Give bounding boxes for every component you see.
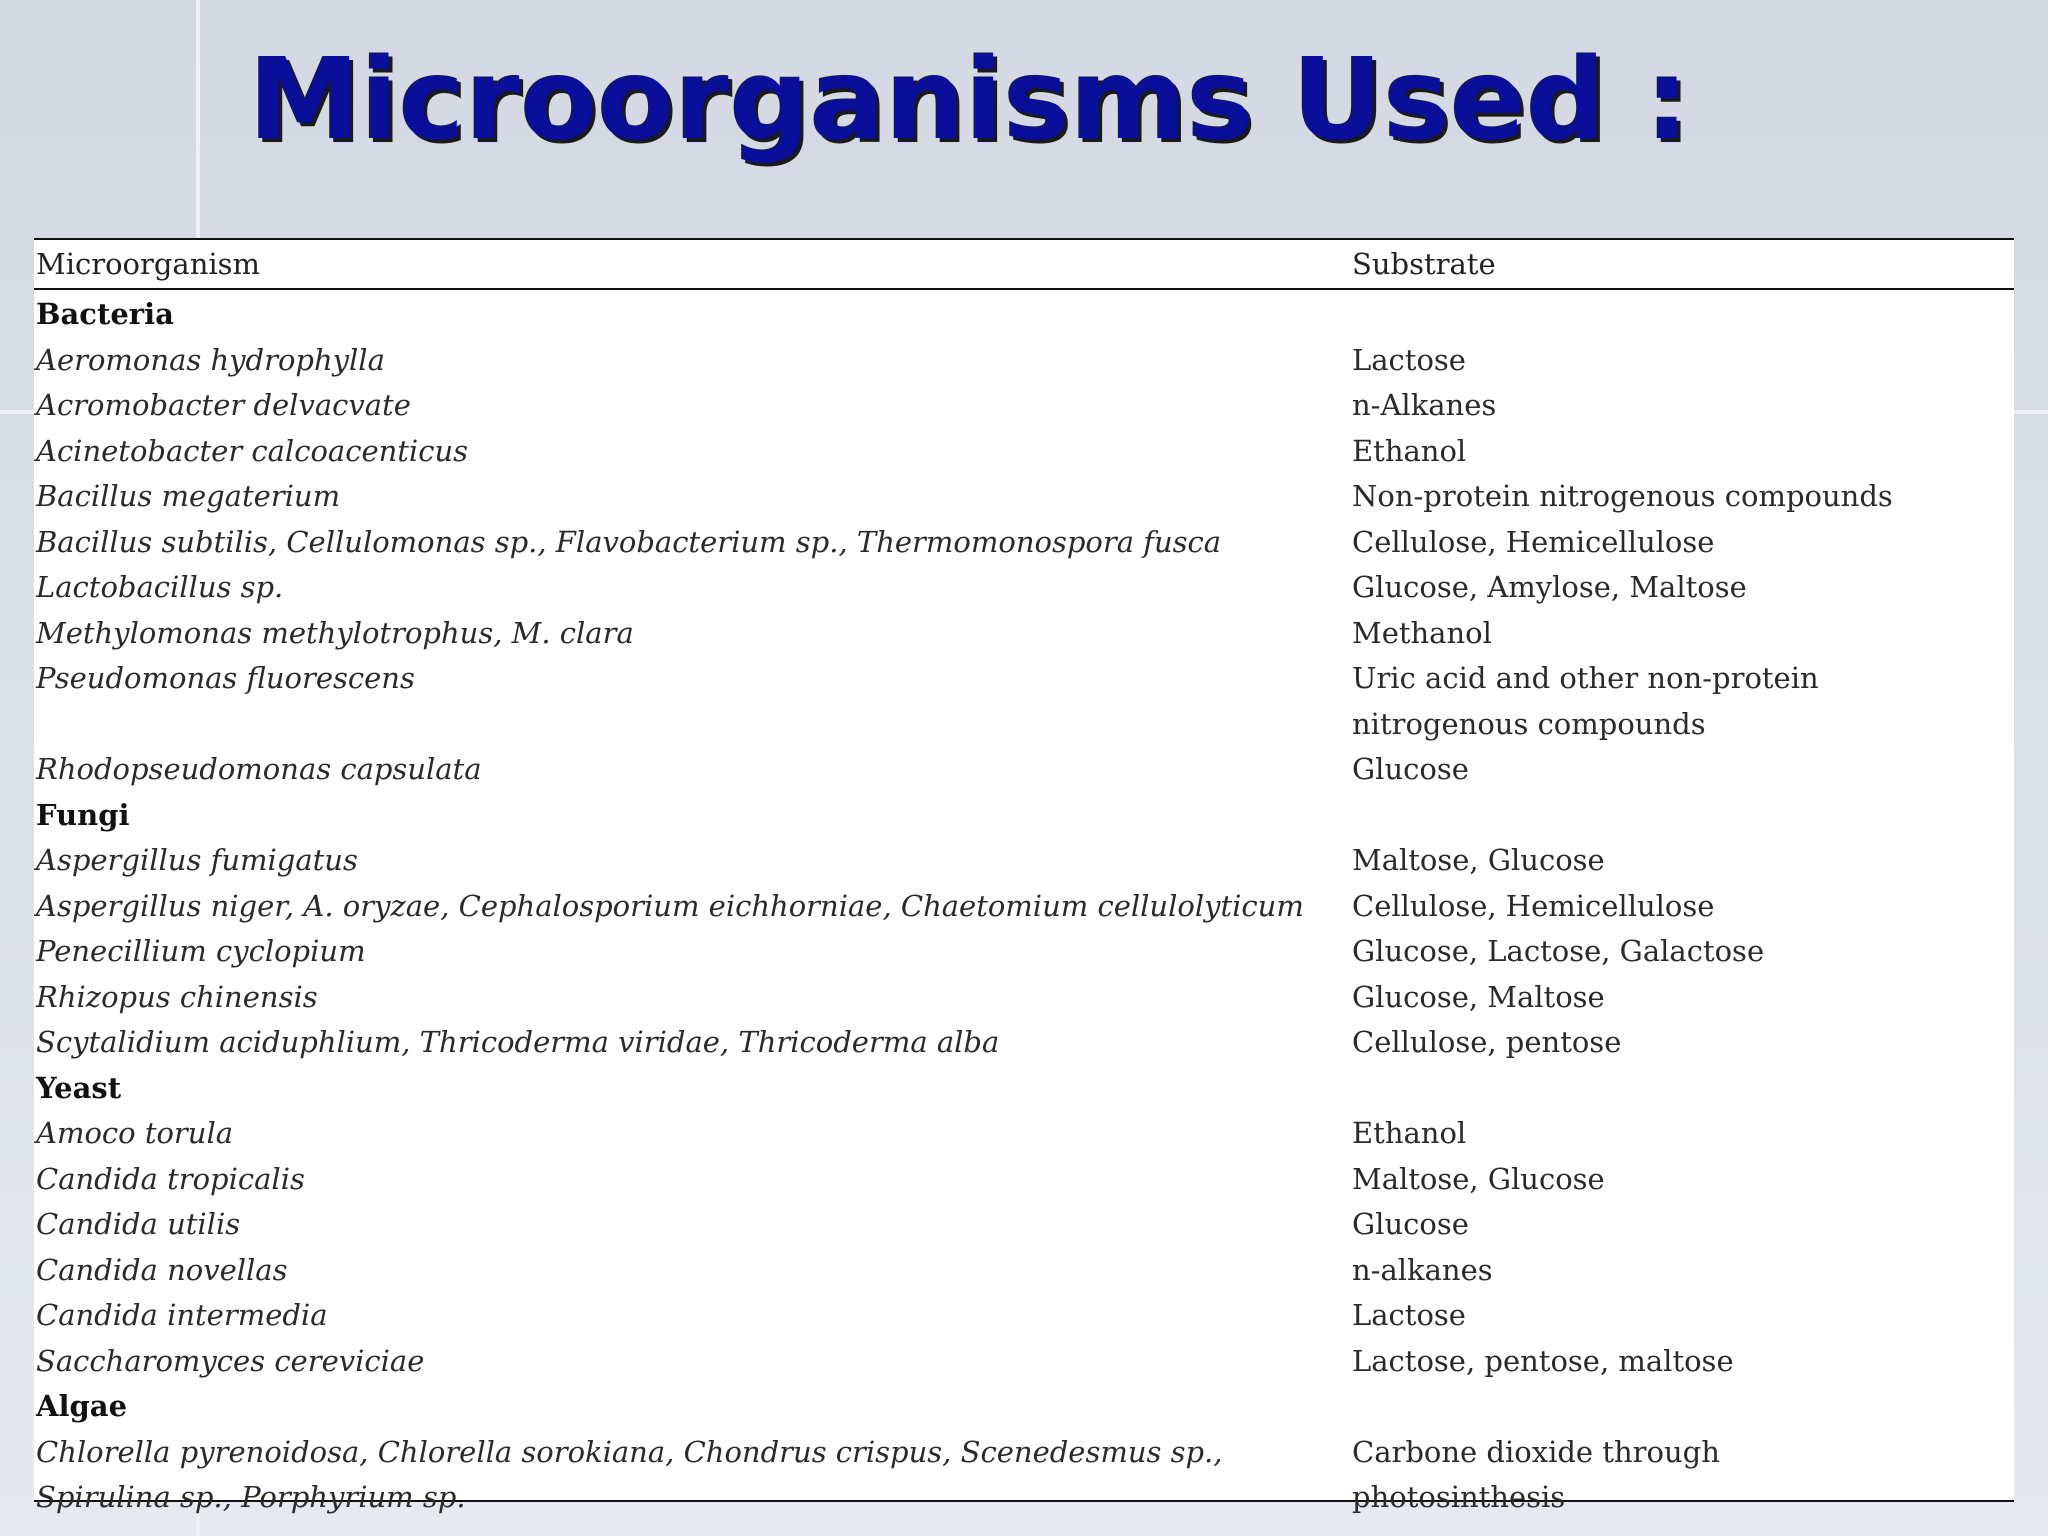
header-microorganism: Microorganism — [36, 247, 261, 281]
table-group-row — [34, 292, 2014, 338]
slide-title: Microorganisms Used : — [248, 35, 1690, 165]
microorganism-cell: Pseudomonas fluorescens — [36, 661, 415, 695]
substrate-line: Ethanol — [1352, 433, 1467, 468]
microorganism-cell: Saccharomyces cereviciae — [36, 1343, 425, 1378]
table-row — [34, 1339, 2014, 1385]
microorganism-cell: Lactobacillus sp. — [36, 570, 284, 604]
substrate-cell — [1352, 1157, 2014, 1203]
substrate-line: nitrogenous compounds — [1352, 706, 1706, 741]
table-row — [34, 1111, 2014, 1157]
substrate-cell — [1352, 1202, 2014, 1248]
table-row — [34, 1157, 2014, 1203]
microorganism-cell: Candida utilis — [36, 1207, 241, 1241]
table-row — [34, 1202, 2014, 1248]
header-substrate: Substrate — [1352, 247, 1496, 281]
substrate-cell — [1352, 338, 2014, 384]
substrate-cell — [1352, 1339, 2014, 1385]
substrate-line: Maltose, Glucose — [1352, 1161, 1605, 1196]
microorganism-cell: Scytalidium aciduphlium, Thricoderma viridae, Thricoderma alba — [36, 1025, 1000, 1059]
substrate-cell — [1352, 747, 2014, 793]
table-row — [34, 383, 2014, 429]
substrate-cell — [1352, 929, 2014, 975]
table-row — [34, 929, 2014, 975]
microorganism-cell: Candida intermedia — [36, 1298, 328, 1332]
table-row — [34, 1020, 2014, 1066]
microorganism-cell: Acromobacter delvacvate — [36, 388, 411, 422]
microorganism-cell: Acinetobacter calcoacenticus — [36, 433, 469, 468]
substrate-cell — [1352, 1111, 2014, 1157]
substrate-line: photosinthesis — [1352, 1480, 1566, 1514]
microorganism-cell: Bacillus subtilis, Cellulomonas sp., Flavobacterium sp., Thermomonospora fusca — [36, 524, 1222, 559]
microorganism-cell: Methylomonas methylotrophus, M. clara — [36, 615, 634, 650]
microorganism-cell: Aspergillus fumigatus — [36, 843, 358, 877]
microorganism-cell: Chlorella pyrenoidosa, Chlorella sorokiana, Chondrus crispus, Scenedesmus sp., — [36, 1434, 1223, 1469]
table-group-row — [34, 1384, 2014, 1430]
substrate-line: Carbone dioxide through — [1352, 1434, 1720, 1469]
substrate-cell — [1352, 429, 2014, 475]
table-row — [34, 975, 2014, 1021]
table-body — [34, 290, 2014, 1521]
substrate-cell — [1352, 884, 2014, 930]
substrate-line: Non-protein nitrogenous compounds — [1352, 479, 1893, 513]
table-row — [34, 520, 2014, 566]
table-row — [34, 338, 2014, 384]
substrate-line: Lactose — [1352, 342, 1466, 377]
substrate-cell — [1352, 611, 2014, 657]
table-group-row — [34, 793, 2014, 839]
substrate-line: Cellulose, Hemicellulose — [1352, 888, 1715, 923]
table-row — [34, 429, 2014, 475]
substrate-line: Glucose, Lactose, Galactose — [1352, 934, 1765, 968]
table-row — [34, 1248, 2014, 1294]
substrate-cell — [1352, 383, 2014, 429]
table-row — [34, 747, 2014, 793]
substrate-line: Uric acid and other non-protein — [1352, 661, 1819, 695]
table-row — [34, 838, 2014, 884]
substrate-line: Maltose, Glucose — [1352, 843, 1605, 877]
substrate-line: Ethanol — [1352, 1116, 1467, 1150]
microorganism-table — [34, 238, 2014, 1514]
substrate-cell — [1352, 656, 2014, 747]
substrate-line: Cellulose, pentose — [1352, 1025, 1622, 1059]
decorative-horizontal-line-right — [2012, 410, 2048, 414]
substrate-cell — [1352, 1020, 2014, 1066]
table-header — [34, 240, 2014, 290]
substrate-line: Lactose, pentose, maltose — [1352, 1343, 1734, 1378]
microorganism-cell: Spirulina sp., Porphyrium sp. — [36, 1480, 466, 1514]
substrate-line: Cellulose, Hemicellulose — [1352, 524, 1715, 559]
substrate-cell — [1352, 1248, 2014, 1294]
table-row — [34, 656, 2014, 747]
microorganism-cell: Aeromonas hydrophylla — [36, 342, 385, 377]
substrate-cell — [1352, 520, 2014, 566]
substrate-line: n-Alkanes — [1352, 388, 1497, 422]
substrate-cell — [1352, 565, 2014, 611]
substrate-line: Glucose, Maltose — [1352, 979, 1605, 1014]
microorganism-cell: Bacillus megaterium — [36, 479, 341, 513]
table-row — [34, 1475, 2014, 1521]
table-row — [34, 1293, 2014, 1339]
table-row — [34, 611, 2014, 657]
group-label: Yeast — [36, 1070, 122, 1105]
microorganism-cell: Penecillium cyclopium — [36, 934, 366, 968]
substrate-cell — [1352, 1475, 2014, 1521]
microorganism-cell: Amoco torula — [36, 1116, 234, 1150]
table-row — [34, 565, 2014, 611]
substrate-line: Glucose — [1352, 752, 1469, 786]
microorganism-cell: Aspergillus niger, A. oryzae, Cephalosporium eichhorniae, Chaetomium cellulolyticum — [36, 888, 1304, 923]
substrate-line: Glucose — [1352, 1207, 1469, 1241]
group-label: Fungi — [36, 797, 130, 832]
table-group-row — [34, 1066, 2014, 1112]
substrate-line: Methanol — [1352, 615, 1492, 650]
table-row — [34, 1430, 2014, 1476]
decorative-horizontal-line-left — [0, 410, 34, 414]
substrate-cell — [1352, 1293, 2014, 1339]
table-row — [34, 474, 2014, 520]
substrate-cell — [1352, 975, 2014, 1021]
substrate-cell — [1352, 838, 2014, 884]
group-label: Bacteria — [36, 297, 174, 331]
table-row — [34, 884, 2014, 930]
substrate-cell — [1352, 474, 2014, 520]
substrate-line: Lactose — [1352, 1298, 1466, 1332]
group-label: Algae — [36, 1389, 128, 1423]
microorganism-cell: Rhizopus chinensis — [36, 979, 318, 1014]
microorganism-cell: Candida tropicalis — [36, 1161, 305, 1196]
microorganism-cell: Candida novellas — [36, 1252, 288, 1287]
substrate-cell — [1352, 1430, 2014, 1476]
microorganism-cell: Rhodopseudomonas capsulata — [36, 752, 482, 786]
substrate-line: Glucose, Amylose, Maltose — [1352, 570, 1747, 604]
substrate-line: n-alkanes — [1352, 1252, 1493, 1287]
